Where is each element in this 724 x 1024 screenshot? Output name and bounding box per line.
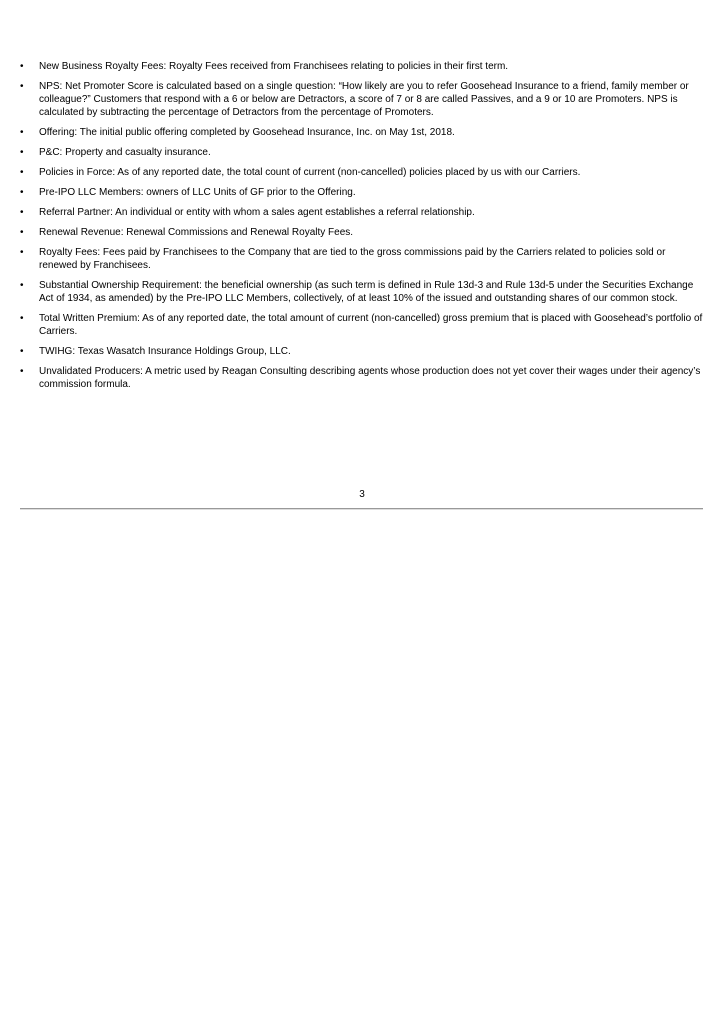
page-number: 3 — [359, 489, 365, 500]
bullet: • — [20, 61, 24, 72]
definition-item — [20, 279, 704, 305]
definition-item — [20, 246, 704, 272]
definition-item — [20, 365, 704, 391]
definition-text: P&C: Property and casualty insurance. — [39, 147, 211, 158]
bullet: • — [20, 207, 24, 218]
definition-item — [20, 312, 704, 338]
definition-item — [20, 60, 704, 73]
definition-item — [20, 126, 704, 139]
bullet: • — [20, 346, 24, 357]
definition-item — [20, 226, 704, 239]
bullet: • — [20, 127, 24, 138]
bullet: • — [20, 227, 24, 238]
definition-text: New Business Royalty Fees: Royalty Fees received from Franchisees relating to policies in their first term. — [39, 61, 509, 72]
definition-text: Offering: The initial public offering completed by Goosehead Insurance, Inc. on May 1st, 2018. — [39, 127, 455, 138]
bullet: • — [20, 313, 24, 324]
definition-text: Royalty Fees: Fees paid by Franchisees to the Company that are tied to the gross commissions paid by the Carriers related to policies sold or renewed by Franchisees. — [39, 247, 666, 271]
definitions-list — [20, 60, 704, 398]
page-divider — [20, 508, 703, 510]
definition-item — [20, 146, 704, 159]
definition-text: Referral Partner: An individual or entity with whom a sales agent establishes a referral relationship. — [39, 207, 475, 218]
definition-text: Pre-IPO LLC Members: owners of LLC Units of GF prior to the Offering. — [39, 187, 356, 198]
definition-text: Renewal Revenue: Renewal Commissions and Renewal Royalty Fees. — [39, 227, 354, 238]
definition-text: Total Written Premium: As of any reported date, the total amount of current (non-cancelled) gross premium that is placed with Goosehead’s portfolio of Carriers. — [39, 313, 703, 337]
definition-item — [20, 80, 704, 119]
bullet: • — [20, 366, 24, 377]
bullet: • — [20, 81, 24, 92]
definition-item — [20, 166, 704, 179]
definition-item — [20, 206, 704, 219]
bullet: • — [20, 280, 24, 291]
bullet: • — [20, 247, 24, 258]
definition-text: Unvalidated Producers: A metric used by Reagan Consulting describing agents whose production does not yet cover their wages under their agency’s commission formula. — [39, 366, 701, 390]
definition-item — [20, 345, 704, 358]
definition-item — [20, 186, 704, 199]
bullet: • — [20, 187, 24, 198]
definition-text: TWIHG: Texas Wasatch Insurance Holdings Group, LLC. — [39, 346, 291, 357]
definition-text: Policies in Force: As of any reported date, the total count of current (non-cancelled) policies placed by us with our Carriers. — [39, 167, 581, 178]
definition-text: Substantial Ownership Requirement: the beneficial ownership (as such term is defined in Rule 13d-3 and Rule 13d-5 under the Securities Exchange Act of 1934, as amended) by the Pre-IPO LLC Members, collectively, of at least 10% of the issued and outstanding shares of our common stock. — [39, 280, 694, 304]
bullet: • — [20, 147, 24, 158]
definition-text: NPS: Net Promoter Score is calculated based on a single question: “How likely are you to refer Goosehead Insurance to a friend, family member or colleague?” Customers that respond with a 6 or below are Detractors, a score of 7 or 8 are called Passives, and a 9 or 10 are Promoters. NPS is calculated by subtracting the percentage of Detractors from the percentage of Promoters. — [39, 81, 689, 118]
bullet: • — [20, 167, 24, 178]
